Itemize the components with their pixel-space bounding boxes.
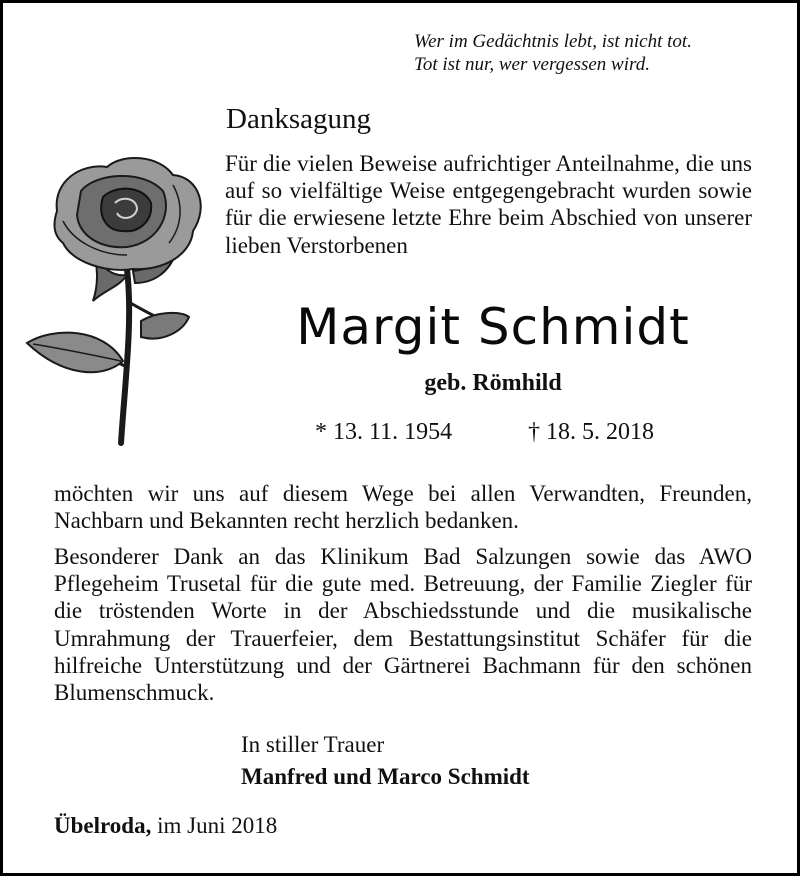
motto-line-2: Tot ist nur, wer vergessen wird. (414, 54, 650, 75)
place: Übelroda, (54, 813, 152, 838)
family-signature: Manfred und Marco Schmidt (241, 764, 530, 789)
place-date (54, 811, 277, 841)
special-thanks-paragraph: Besonderer Dank an das Klinikum Bad Salzungen sowie das AWO Pflegeheim Trusetal für die gute med. Betreuung, der Familie Ziegler für die tröstenden Worte in der Abschiedsstunde und die musikalische Umrahmung der Trauerfeier, dem Bestattungsinstitut Schäfer für die hilfreiche Unterstützung und der Gärtnerei Bachmann für den schönen Blumenschmuck. (54, 544, 752, 706)
death-date: † 18. 5. 2018 (528, 419, 654, 445)
mourning-line: In stiller Trauer (241, 732, 385, 757)
motto (414, 30, 754, 76)
motto-line-1: Wer im Gedächtnis lebt, ist nicht tot. (414, 31, 692, 52)
thanks-paragraph: möchten wir uns auf diesem Wege bei allen Verwandten, Freunden, Nachbarn und Bekannten recht herzlich bedanken. (54, 481, 752, 534)
date: im Juni 2018 (151, 813, 278, 838)
page-title: Danksagung (226, 103, 371, 135)
rose-icon (23, 151, 223, 447)
birth-name: geb. Römhild (424, 370, 562, 396)
intro-text: Für die vielen Beweise aufrichtiger Anteilnahme, die uns auf so vielfältige Weise entgegengebracht wurden sowie für die erwiesene letzte Ehre beim Abschied von unserer lieben Verstorbenen (225, 151, 752, 258)
deceased-name: Margit Schmidt (296, 298, 690, 356)
birth-date: * 13. 11. 1954 (315, 419, 453, 445)
